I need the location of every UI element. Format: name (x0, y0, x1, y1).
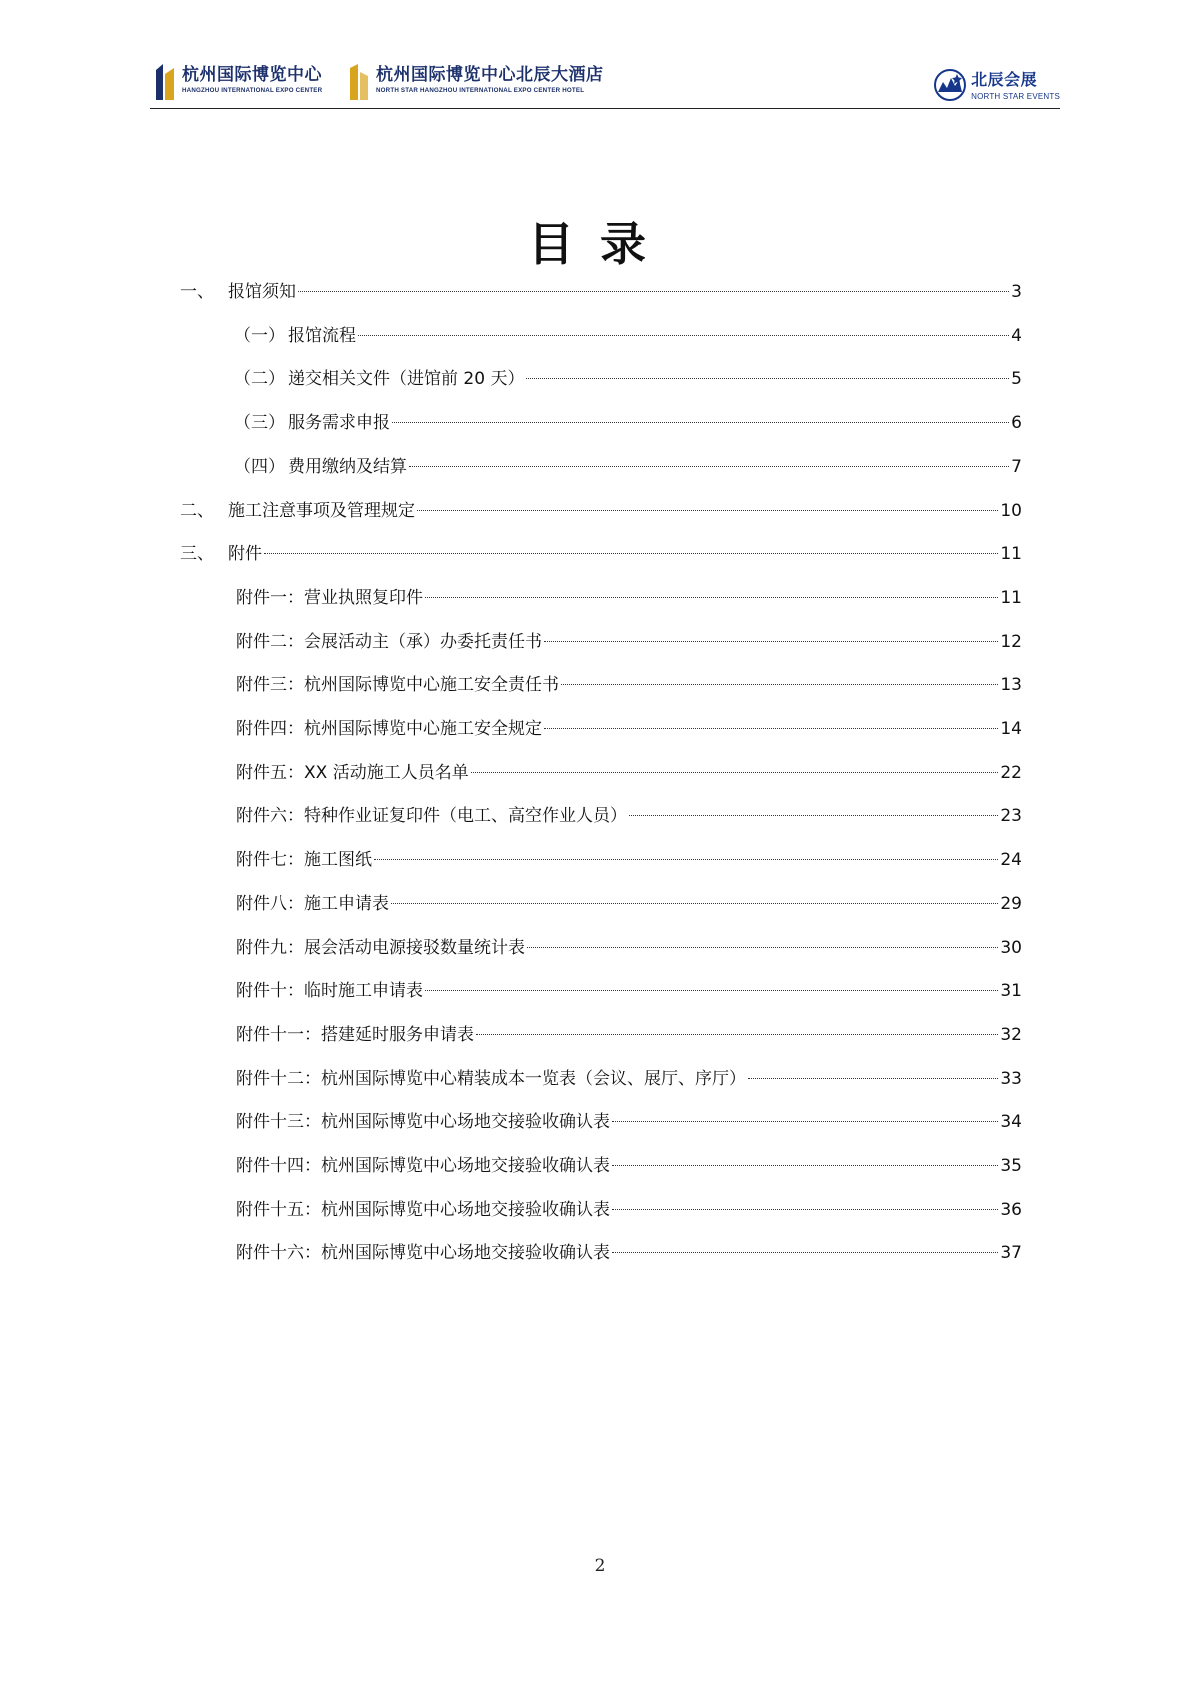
toc-entry[interactable] (234, 365, 1022, 393)
header-divider (150, 108, 1060, 109)
toc-entry-label: 附件十：临时施工申请表 (236, 981, 423, 1002)
toc-entry[interactable] (180, 278, 1022, 306)
north-star-events-logo (933, 68, 1060, 102)
page-title: 目录 (528, 217, 672, 271)
toc-entry[interactable] (236, 715, 1022, 743)
toc-entry[interactable] (234, 409, 1022, 437)
toc-dot-leader (526, 378, 1009, 379)
hotel-logo-icon (348, 64, 370, 102)
toc-dot-leader (748, 1078, 998, 1079)
hotel-logo (348, 64, 604, 102)
toc-dot-leader (612, 1165, 998, 1166)
toc-entry-page: 22 (1000, 762, 1022, 783)
north-star-events-logo-cn: 北辰会展 (971, 70, 1038, 89)
toc-entry[interactable] (236, 1152, 1022, 1180)
toc-dot-leader (425, 990, 998, 991)
toc-dot-leader (358, 335, 1009, 336)
toc-entry-label: 附件十三：杭州国际博览中心场地交接验收确认表 (236, 1112, 610, 1133)
toc-entry[interactable] (236, 759, 1022, 787)
toc-dot-leader (392, 422, 1009, 423)
toc-entry-page: 10 (1000, 500, 1022, 521)
toc-dot-leader (264, 553, 998, 554)
toc-entry[interactable] (236, 846, 1022, 874)
toc-entry-page: 33 (1000, 1068, 1022, 1089)
toc-dot-leader (298, 291, 1009, 292)
toc-entry-page: 14 (1000, 719, 1022, 739)
toc-dot-leader (544, 728, 998, 729)
toc-entry[interactable] (236, 934, 1022, 962)
toc-dot-leader (612, 1209, 998, 1210)
toc-dot-leader (476, 1034, 998, 1035)
toc-entry-page: 13 (1000, 675, 1022, 696)
toc-dot-leader (374, 859, 998, 860)
toc-entry-page: 24 (1000, 850, 1022, 871)
toc-entry-label: 附件一：营业执照复印件 (236, 587, 423, 608)
toc-entry-label: 附件十五：杭州国际博览中心场地交接验收确认表 (236, 1199, 610, 1220)
toc-dot-leader (471, 772, 999, 773)
toc-entry-label: 附件八：施工申请表 (236, 893, 389, 914)
toc-entry-page: 37 (1000, 1243, 1022, 1264)
toc-entry-label: 附件五：XX 活动施工人员名单 (236, 762, 469, 783)
toc-dot-leader (544, 641, 998, 642)
toc-entry-page: 7 (1011, 456, 1022, 477)
hotel-logo-cn: 杭州国际博览中心北辰大酒店 (376, 65, 604, 85)
toc-entry[interactable] (236, 977, 1022, 1005)
toc-entry-label: 附件二：会展活动主（承）办委托责任书 (236, 631, 542, 652)
toc-entry-number: （二） (234, 369, 285, 390)
toc-entry-page: 36 (1000, 1199, 1022, 1220)
toc-dot-leader (612, 1121, 998, 1122)
page-header (150, 60, 1060, 108)
expo-center-logo (154, 64, 322, 102)
toc-entry-page: 3 (1011, 282, 1022, 302)
toc-entry[interactable] (236, 802, 1022, 830)
page-number: 2 (594, 1556, 606, 1576)
toc-entry[interactable] (236, 1108, 1022, 1136)
toc-entry-label: 附件九：展会活动电源接驳数量统计表 (236, 937, 525, 958)
toc-entry-label: 附件十四：杭州国际博览中心场地交接验收确认表 (236, 1156, 610, 1176)
toc-entry[interactable] (180, 497, 1022, 525)
toc-entry-page: 6 (1011, 413, 1022, 434)
toc-entry-label: 递交相关文件（进馆前 20 天） (288, 369, 525, 390)
toc-entry-number: （四） (234, 456, 285, 477)
toc-dot-leader (629, 815, 998, 816)
toc-entry-page: 31 (1000, 981, 1022, 1002)
toc-entry-label: 附件三：杭州国际博览中心施工安全责任书 (236, 675, 559, 696)
toc-entry-number: 三、 (180, 544, 214, 565)
toc-entry-page: 23 (1000, 806, 1022, 827)
toc-dot-leader (391, 903, 998, 904)
expo-center-logo-en: HANGZHOU INTERNATIONAL EXPO CENTER (182, 87, 323, 94)
toc-entry-number: （三） (234, 413, 285, 434)
toc-entry-label: 附件四：杭州国际博览中心施工安全规定 (236, 719, 542, 739)
hotel-logo-en: NORTH STAR HANGZHOU INTERNATIONAL EXPO CENTER HOTEL (376, 87, 585, 94)
toc-entry-label: 附件 (228, 544, 262, 565)
toc-entry[interactable] (236, 1021, 1022, 1049)
toc-entry-page: 30 (1000, 937, 1022, 958)
toc-entry-number: 一、 (180, 282, 214, 302)
north-star-events-logo-en: NORTH STAR EVENTS (971, 92, 1060, 101)
toc-dot-leader (527, 947, 998, 948)
north-star-events-logo-icon (933, 68, 967, 102)
toc-entry[interactable] (236, 1239, 1022, 1267)
toc-entry[interactable] (236, 584, 1022, 612)
toc-entry-page: 4 (1011, 325, 1022, 346)
expo-center-logo-icon (154, 64, 176, 102)
toc-entry[interactable] (236, 671, 1022, 699)
toc-entry[interactable] (234, 322, 1022, 350)
toc-entry-page: 32 (1000, 1024, 1022, 1045)
toc-entry-number: 二、 (180, 500, 214, 521)
toc-entry-label: 附件六：特种作业证复印件（电工、高空作业人员） (236, 806, 627, 827)
toc-entry-page: 29 (1000, 893, 1022, 914)
toc-entry-label: 费用缴纳及结算 (288, 456, 407, 477)
expo-center-logo-cn: 杭州国际博览中心 (182, 65, 322, 85)
toc-entry-page: 5 (1011, 369, 1022, 390)
toc-entry-page: 12 (1000, 631, 1022, 652)
toc-entry-page: 11 (1000, 587, 1022, 608)
toc-entry[interactable] (234, 453, 1022, 481)
toc-dot-leader (425, 597, 998, 598)
toc-entry-label: 施工注意事项及管理规定 (228, 500, 415, 521)
toc-entry-label: 服务需求申报 (288, 413, 390, 434)
toc-entry-label: 附件十一：搭建延时服务申请表 (236, 1024, 474, 1045)
toc-entry[interactable] (236, 1196, 1022, 1224)
toc-entry-label: 报馆流程 (288, 325, 356, 346)
toc-entry[interactable] (236, 890, 1022, 918)
toc-entry[interactable] (236, 628, 1022, 656)
toc-entry-label: 附件七：施工图纸 (236, 850, 372, 871)
toc-dot-leader (612, 1252, 998, 1253)
toc-dot-leader (561, 684, 998, 685)
toc-entry-label: 附件十六：杭州国际博览中心场地交接验收确认表 (236, 1243, 610, 1264)
toc-entry-page: 34 (1000, 1112, 1022, 1133)
toc-entry[interactable] (180, 540, 1022, 568)
toc-entry-page: 35 (1000, 1156, 1022, 1176)
toc-entry-label: 报馆须知 (228, 282, 296, 302)
toc-entry-page: 11 (1000, 544, 1022, 565)
toc-entry-number: （一） (234, 325, 285, 346)
toc-entry-label: 附件十二：杭州国际博览中心精装成本一览表（会议、展厅、序厅） (236, 1068, 746, 1089)
toc-dot-leader (417, 510, 998, 511)
toc-dot-leader (409, 466, 1009, 467)
toc-entry[interactable] (236, 1065, 1022, 1093)
